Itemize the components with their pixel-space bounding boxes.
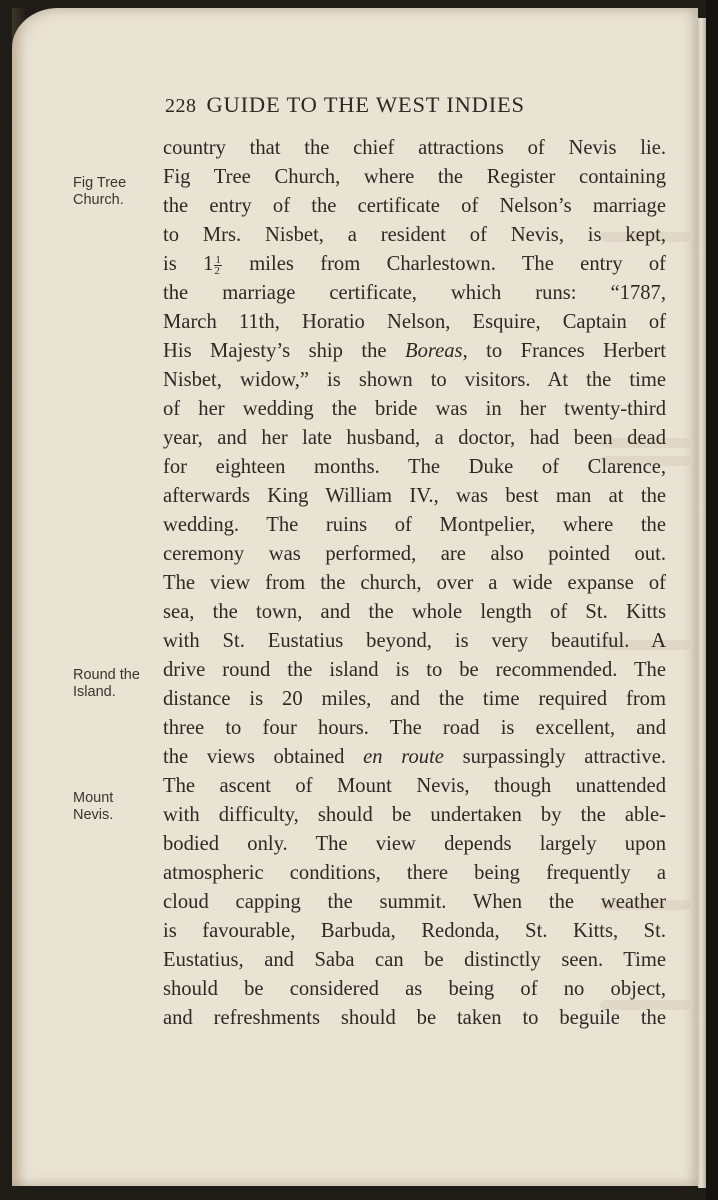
text-line: atmospheric conditions, there being frequently a bbox=[163, 862, 666, 884]
line-prefix: the views obtained bbox=[163, 746, 345, 768]
margin-note-line: Mount bbox=[73, 790, 114, 806]
text-line: ceremony was performed, are also pointed out. bbox=[163, 543, 666, 565]
text-line: The ascent of Mount Nevis, though unattended bbox=[163, 775, 666, 797]
text-line: Fig Tree Church, where the Register containing bbox=[163, 166, 666, 188]
text-line bbox=[163, 337, 666, 366]
margin-note-line: Nevis. bbox=[73, 807, 114, 823]
text-line: wedding. The ruins of Montpelier, where the bbox=[163, 514, 666, 536]
page-number: 228 bbox=[165, 95, 197, 117]
body-text bbox=[163, 134, 666, 1033]
half-fraction bbox=[214, 255, 222, 276]
fraction-numerator: 1 bbox=[215, 254, 221, 266]
page-edge bbox=[698, 18, 706, 1188]
text-line: afterwards King William IV., was best man at the bbox=[163, 485, 666, 507]
margin-note-line: Island. bbox=[73, 684, 116, 700]
text-line: the marriage certificate, which runs: “1787, bbox=[163, 282, 666, 304]
text-line: sea, the town, and the whole length of St. Kitts bbox=[163, 601, 666, 623]
text-line: distance is 20 miles, and the time required from bbox=[163, 688, 666, 710]
margin-note-line: Church. bbox=[73, 192, 124, 208]
text-line: cloud capping the summit. When the weather bbox=[163, 891, 666, 913]
margin-note-line: Round the bbox=[73, 667, 140, 683]
spine-shadow bbox=[12, 8, 26, 1186]
text-line: Eustatius, and Saba can be distinctly seen. Time bbox=[163, 949, 666, 971]
text-line: with St. Eustatius beyond, is very beautiful. A bbox=[163, 630, 666, 652]
margin-note-round-the-island bbox=[73, 667, 140, 701]
scan-border bbox=[706, 0, 718, 1200]
running-title: GUIDE TO THE WEST INDIES bbox=[206, 92, 525, 117]
ship-name: Boreas bbox=[404, 340, 463, 362]
margin-note-line: Fig Tree bbox=[73, 175, 127, 191]
line-remainder: surpassingly attractive. bbox=[443, 746, 666, 768]
text-line: and refreshments should be taken to beguile the bbox=[163, 1007, 666, 1029]
text-line: drive round the island is to be recommended. The bbox=[163, 659, 666, 681]
text-line: the entry of the certificate of Nelson’s marriage bbox=[163, 195, 666, 217]
text-line: Nisbet, widow,” is shown to visitors. At the time bbox=[163, 369, 666, 391]
text-line: for eighteen months. The Duke of Clarence, bbox=[163, 456, 666, 478]
text-line: country that the chief attractions of Nevis lie. bbox=[163, 137, 666, 159]
text-line bbox=[163, 250, 666, 279]
text-line: of her wedding the bride was in her twenty-third bbox=[163, 398, 666, 420]
text-line: March 11th, Horatio Nelson, Esquire, Captain of bbox=[163, 311, 666, 333]
text-line bbox=[163, 743, 666, 772]
line-prefix: His Majesty’s ship the bbox=[163, 340, 387, 362]
text-line: three to four hours. The road is excellent, and bbox=[163, 717, 666, 739]
text-line: The view from the church, over a wide expanse of bbox=[163, 572, 666, 594]
text-line: should be considered as being of no object, bbox=[163, 978, 666, 1000]
text-line: year, and her late husband, a doctor, had been dead bbox=[163, 427, 666, 449]
line-prefix: is 1 bbox=[163, 253, 214, 275]
text-line: to Mrs. Nisbet, a resident of Nevis, is kept, bbox=[163, 224, 666, 246]
italic-phrase: en route bbox=[363, 746, 444, 768]
text-line: is favourable, Barbuda, Redonda, St. Kitts, St. bbox=[163, 920, 666, 942]
text-line: with difficulty, should be undertaken by the able- bbox=[163, 804, 666, 826]
running-header bbox=[165, 92, 630, 118]
fraction-denominator: 2 bbox=[214, 265, 220, 277]
margin-note-fig-tree-church bbox=[73, 175, 126, 209]
text-line: bodied only. The view depends largely upon bbox=[163, 833, 666, 855]
line-remainder: , to Frances Herbert bbox=[462, 340, 667, 362]
margin-note-mount-nevis bbox=[73, 790, 113, 824]
line-remainder: miles from Charlestown. The entry of bbox=[249, 253, 667, 275]
